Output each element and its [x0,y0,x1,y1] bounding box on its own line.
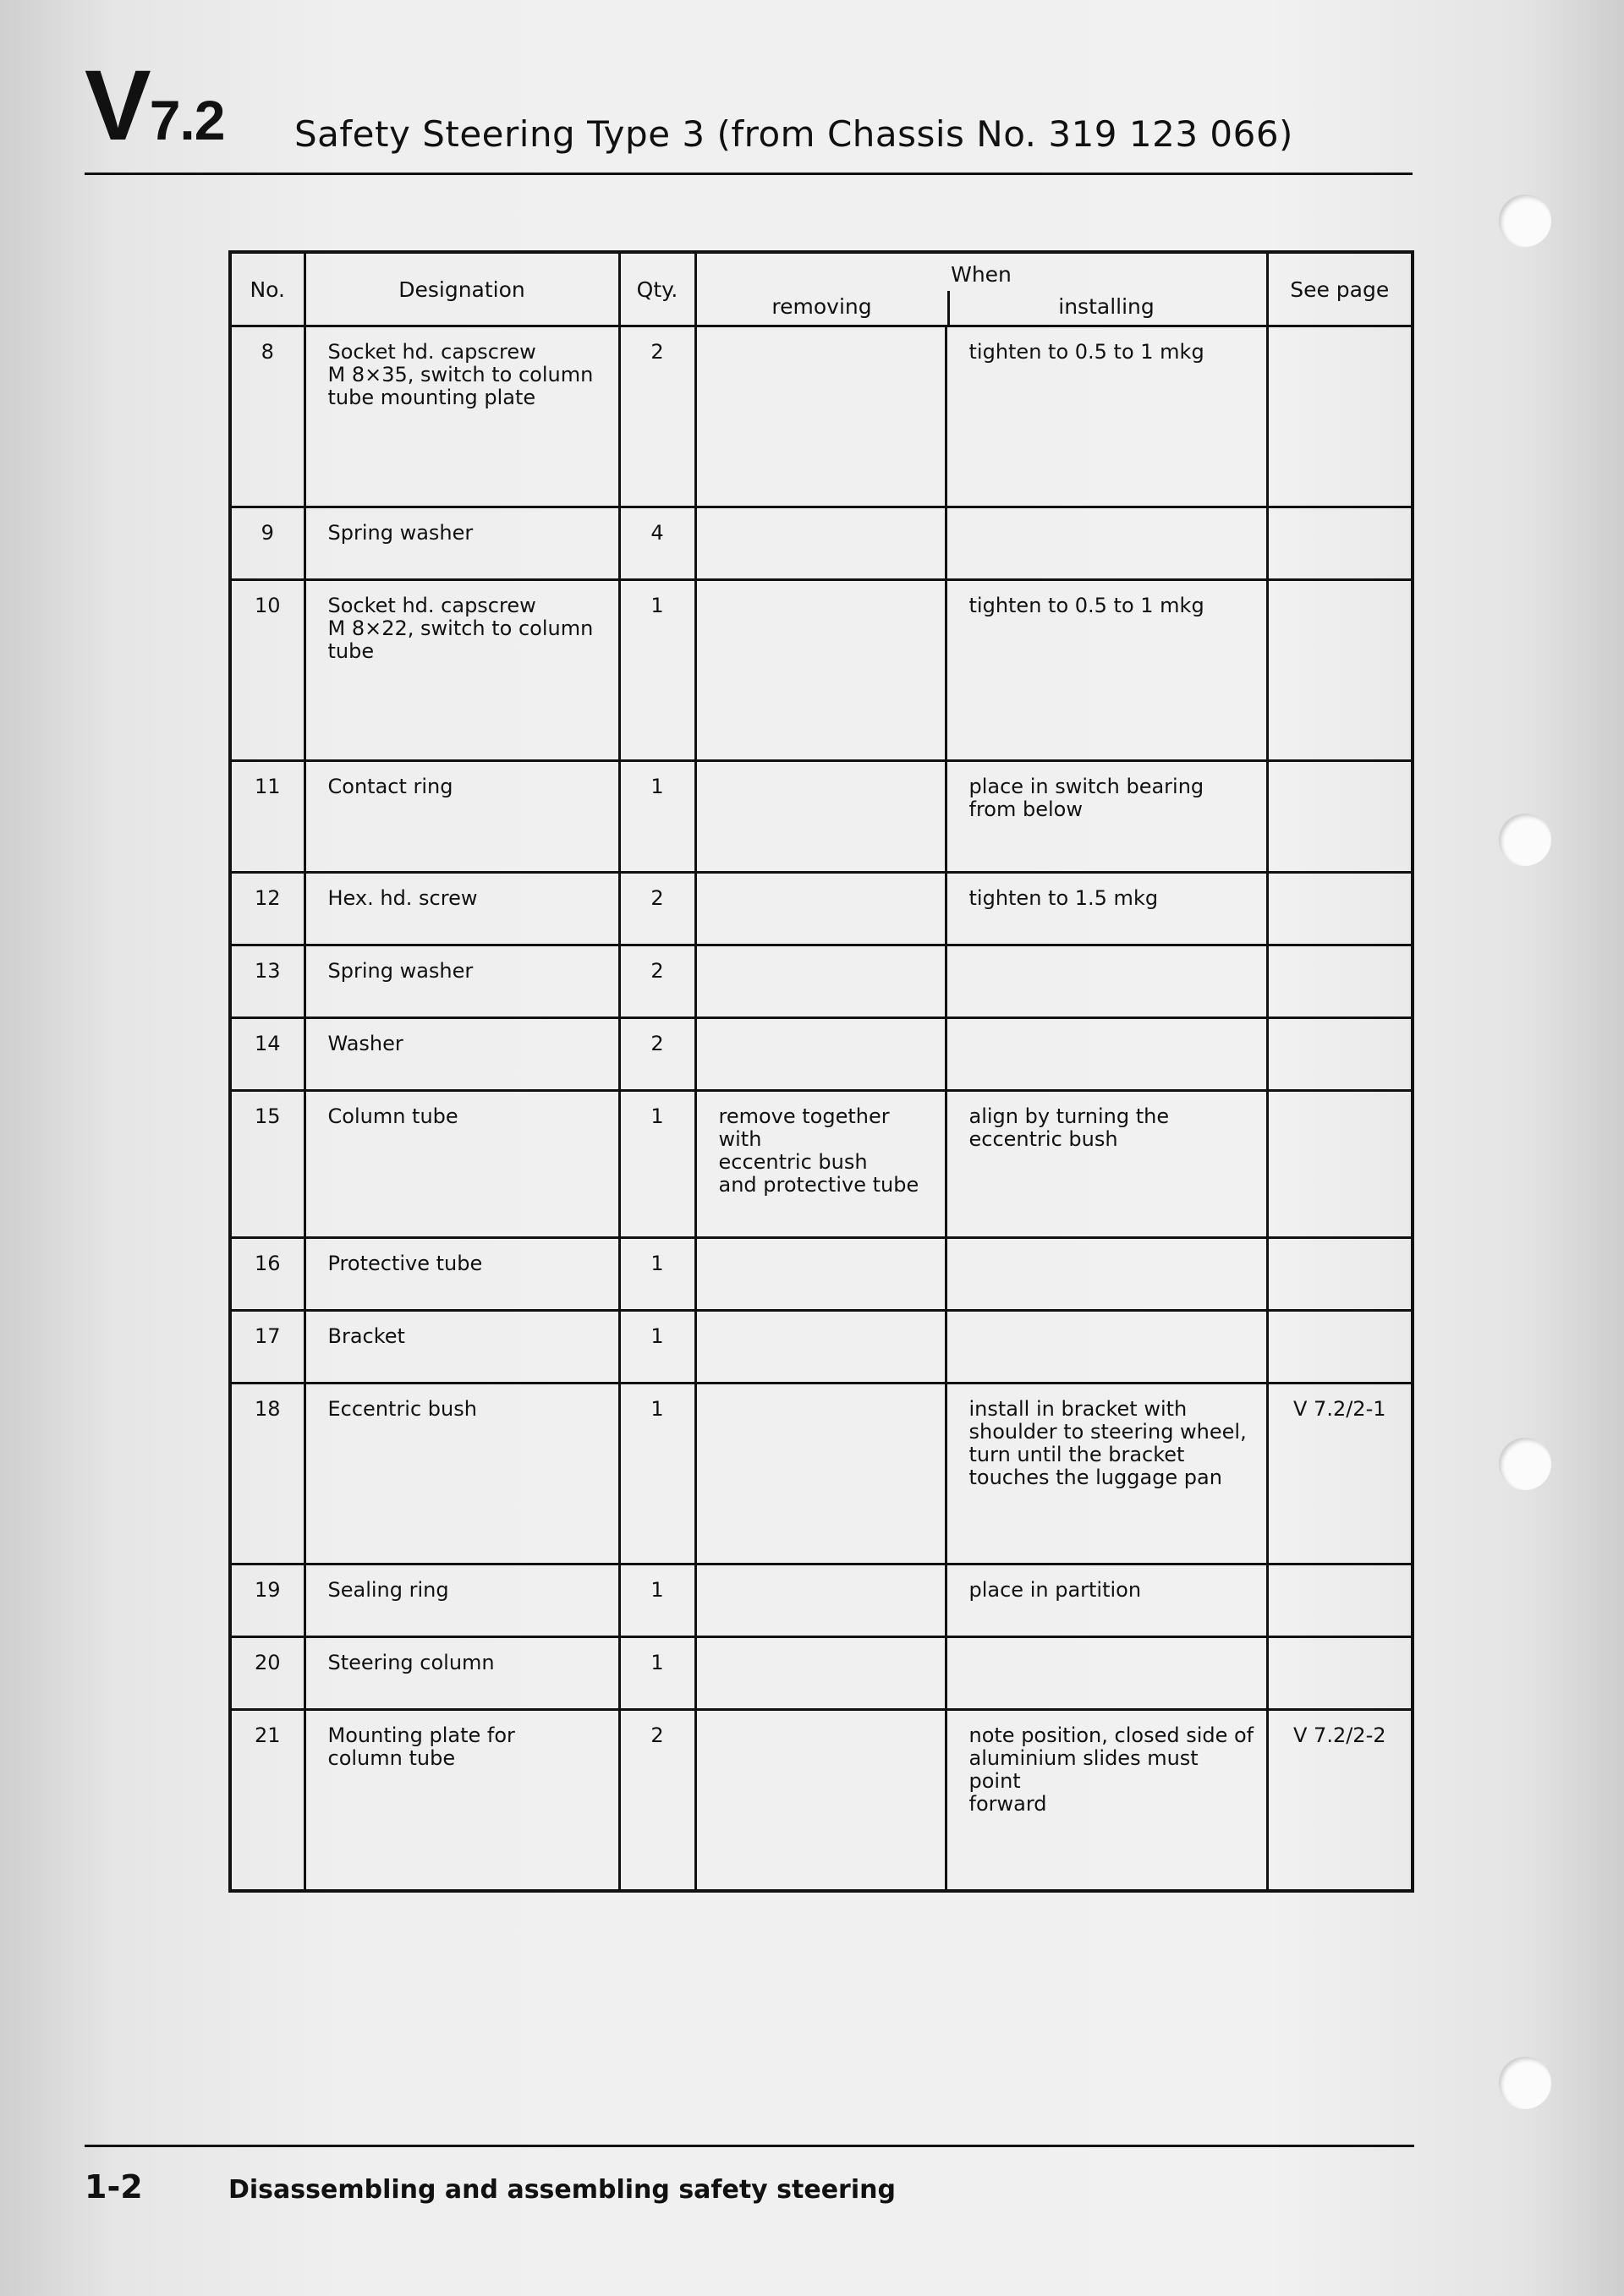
cell-qty-text: 4 [650,521,664,545]
cell-removing [695,580,946,761]
section-number: 7.2 [149,89,225,151]
cell-removing [695,945,946,1018]
cell-qty [619,1637,695,1710]
cell-see-page-text [1269,1638,1412,1652]
cell-installing-text: install in bracket with shoulder to steering wheel, turn until the bracket touches the luggage pan [968,1397,1247,1489]
cell-no [230,326,304,507]
cell-removing-text [697,327,945,341]
cell-installing [946,945,1267,1018]
cell-qty [619,873,695,945]
cell-removing [695,1637,946,1710]
cell-see-page-text [1269,1019,1412,1033]
cell-removing [695,326,946,507]
cell-no-text: 19 [254,1578,281,1602]
cell-qty-text: 1 [650,1252,664,1275]
cell-designation-text: Column tube [327,1104,458,1128]
cell-qty [619,580,695,761]
cell-designation [304,507,619,580]
cell-installing-text: tighten to 0.5 to 1 mkg [968,340,1204,364]
cell-designation-text: Bracket [327,1324,405,1348]
table-row [230,945,1413,1018]
cell-qty-text: 1 [650,1651,664,1674]
cell-see-page-text [1269,1312,1412,1325]
cell-no [230,1018,304,1091]
cell-installing [946,1384,1267,1564]
cell-designation-text: Spring washer [327,521,474,545]
binder-hole-icon [1499,1438,1551,1490]
header-installing: installing [1058,294,1155,319]
cell-see-page [1267,1018,1413,1091]
header-no: No. [230,252,304,326]
cell-no [230,761,304,873]
cell-removing [695,1564,946,1637]
table-row [230,1564,1413,1637]
binder-hole-icon [1499,2057,1551,2109]
header-when [695,252,1267,326]
cell-see-page [1267,1091,1413,1238]
header-designation: Designation [304,252,619,326]
cell-installing [946,1238,1267,1311]
cell-installing-text [947,1312,1266,1325]
cell-installing-text [947,1638,1266,1652]
cell-designation-text: Socket hd. capscrew M 8×35, switch to column tube mounting plate [327,340,594,409]
cell-removing-text [697,581,945,595]
cell-no [230,1564,304,1637]
cell-qty-text: 1 [650,1324,664,1348]
cell-designation [304,761,619,873]
cell-no-text: 16 [254,1252,281,1275]
table-row [230,1018,1413,1091]
header-removing: removing [771,294,872,319]
cell-designation [304,1238,619,1311]
cell-designation [304,326,619,507]
cell-removing [695,1238,946,1311]
cell-removing-text [697,1638,945,1652]
cell-removing [695,1018,946,1091]
cell-designation [304,1091,619,1238]
cell-removing-text [697,1565,945,1579]
table-row [230,1091,1413,1238]
cell-installing [946,873,1267,945]
cell-see-page [1267,1384,1413,1564]
cell-removing-text [697,762,945,775]
header-see-page: See page [1267,252,1413,326]
cell-installing [946,507,1267,580]
section-code [85,50,225,162]
table-row [230,1311,1413,1384]
footer-title: Disassembling and assembling safety steering [228,2175,896,2205]
cell-designation-text: Steering column [327,1651,495,1674]
cell-installing [946,1637,1267,1710]
table-row [230,1384,1413,1564]
cell-see-page [1267,1311,1413,1384]
cell-designation-text: Socket hd. capscrew M 8×22, switch to column tube [327,594,594,663]
cell-see-page [1267,580,1413,761]
cell-designation-text: Contact ring [327,775,453,798]
cell-designation-text: Mounting plate for column tube [327,1723,515,1770]
binder-hole-icon [1499,814,1551,866]
cell-installing [946,1091,1267,1238]
cell-designation [304,945,619,1018]
cell-removing [695,1091,946,1238]
cell-removing-text [697,1239,945,1252]
cell-no-text: 18 [254,1397,281,1421]
cell-see-page-text [1269,874,1412,887]
cell-qty-text: 1 [650,1578,664,1602]
section-letter: V [85,50,150,162]
cell-no-text: 20 [254,1651,281,1674]
cell-installing-text: tighten to 1.5 mkg [968,886,1159,910]
cell-designation [304,873,619,945]
footer-page-number: 1-2 [85,2168,143,2206]
cell-see-page-text [1269,762,1412,775]
footer-rule [85,2145,1414,2147]
cell-qty [619,1311,695,1384]
header-rule [85,173,1413,175]
cell-no-text: 9 [261,521,274,545]
cell-removing-text: remove together with eccentric bush and protective tube [718,1104,919,1197]
cell-qty-text: 1 [650,1397,664,1421]
cell-removing-text [697,1312,945,1325]
cell-installing-text: note position, closed side of aluminium slides must point forward [968,1723,1254,1816]
cell-see-page [1267,326,1413,507]
parts-table [228,250,1414,1893]
cell-no-text: 8 [261,340,274,364]
cell-designation-text: Washer [327,1032,403,1055]
cell-installing [946,1564,1267,1637]
table-row [230,761,1413,873]
table-row [230,326,1413,507]
cell-qty [619,945,695,1018]
table-row [230,507,1413,580]
cell-no-text: 12 [254,886,281,910]
cell-see-page-text [1269,1092,1412,1105]
binder-hole-icon [1499,195,1551,247]
cell-no-text: 15 [254,1104,281,1128]
cell-qty [619,326,695,507]
cell-installing [946,1018,1267,1091]
cell-see-page-text: V 7.2/2-2 [1293,1723,1386,1747]
cell-removing [695,1311,946,1384]
cell-designation [304,1384,619,1564]
cell-see-page [1267,873,1413,945]
cell-no [230,873,304,945]
cell-removing [695,507,946,580]
cell-removing [695,873,946,945]
cell-no [230,945,304,1018]
cell-no-text: 11 [254,775,281,798]
cell-installing-text [947,1239,1266,1252]
cell-no-text: 13 [254,959,281,983]
page-title: Safety Steering Type 3 (from Chassis No. 319 123 066) [294,113,1293,155]
cell-no [230,1710,304,1891]
cell-qty-text: 1 [650,594,664,617]
header-when-label: When [951,262,1012,287]
cell-removing-text [697,1711,945,1724]
cell-see-page [1267,1564,1413,1637]
cell-removing [695,761,946,873]
cell-see-page-text [1269,946,1412,960]
cell-installing-text: place in partition [968,1578,1142,1602]
table-header-row [230,252,1413,326]
cell-qty-text: 1 [650,775,664,798]
cell-installing [946,1311,1267,1384]
cell-installing [946,761,1267,873]
cell-qty [619,1091,695,1238]
cell-see-page-text [1269,508,1412,522]
cell-designation [304,1311,619,1384]
cell-installing-text [947,1019,1266,1033]
cell-removing [695,1384,946,1564]
cell-qty-text: 2 [650,1723,664,1747]
cell-designation [304,1564,619,1637]
cell-installing-text [947,946,1266,960]
cell-removing-text [697,508,945,522]
cell-see-page-text: V 7.2/2-1 [1293,1397,1386,1421]
cell-no [230,580,304,761]
cell-see-page [1267,945,1413,1018]
cell-qty [619,1018,695,1091]
cell-no-text: 17 [254,1324,281,1348]
cell-qty-text: 2 [650,886,664,910]
cell-removing [695,1710,946,1891]
cell-qty [619,1564,695,1637]
cell-designation [304,1710,619,1891]
cell-qty [619,1384,695,1564]
cell-no [230,507,304,580]
cell-no [230,1311,304,1384]
cell-qty [619,1710,695,1891]
cell-qty-text: 2 [650,959,664,983]
cell-qty [619,507,695,580]
cell-qty-text: 2 [650,1032,664,1055]
cell-see-page [1267,1637,1413,1710]
cell-qty-text: 1 [650,1104,664,1128]
cell-see-page [1267,1710,1413,1891]
cell-designation-text: Hex. hd. screw [327,886,478,910]
cell-designation-text: Eccentric bush [327,1397,477,1421]
cell-qty [619,761,695,873]
cell-see-page-text [1269,1239,1412,1252]
cell-no [230,1238,304,1311]
cell-designation-text: Sealing ring [327,1578,449,1602]
cell-see-page-text [1269,1565,1412,1579]
cell-no-text: 21 [254,1723,281,1747]
cell-installing [946,1710,1267,1891]
table-row [230,1637,1413,1710]
cell-removing-text [697,1019,945,1033]
cell-no [230,1637,304,1710]
cell-installing-text: tighten to 0.5 to 1 mkg [968,594,1204,617]
cell-see-page [1267,761,1413,873]
cell-installing-text [947,508,1266,522]
cell-removing-text [697,874,945,887]
cell-removing-text [697,1384,945,1398]
cell-no [230,1091,304,1238]
cell-see-page-text [1269,581,1412,595]
cell-designation-text: Spring washer [327,959,474,983]
cell-see-page [1267,507,1413,580]
cell-installing-text: align by turning the eccentric bush [968,1104,1170,1151]
cell-installing-text: place in switch bearing from below [968,775,1204,821]
cell-no [230,1384,304,1564]
cell-no-text: 14 [254,1032,281,1055]
cell-see-page-text [1269,327,1412,341]
cell-designation [304,580,619,761]
cell-qty [619,1238,695,1311]
cell-removing-text [697,946,945,960]
table-row [230,580,1413,761]
header-qty: Qty. [619,252,695,326]
cell-installing [946,580,1267,761]
cell-designation [304,1637,619,1710]
table-row [230,873,1413,945]
cell-no-text: 10 [254,594,281,617]
cell-qty-text: 2 [650,340,664,364]
cell-designation-text: Protective tube [327,1252,483,1275]
cell-installing [946,326,1267,507]
cell-designation [304,1018,619,1091]
table-row [230,1710,1413,1891]
cell-see-page [1267,1238,1413,1311]
table-row [230,1238,1413,1311]
